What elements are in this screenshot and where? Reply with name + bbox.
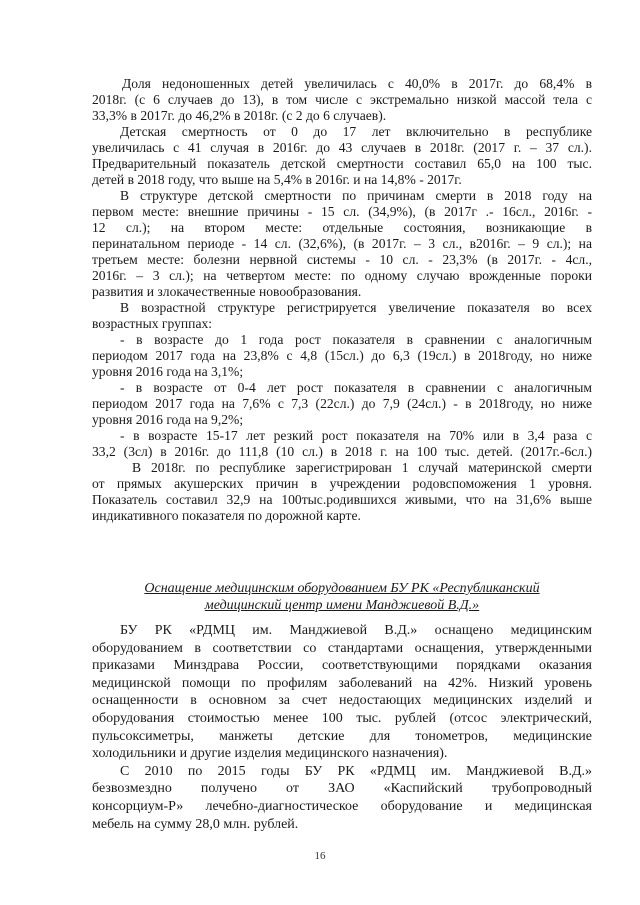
text-line: оборудования стоимостью менее 100 тыс. рублей (отсос электрический, bbox=[92, 711, 592, 726]
text-line: холодильники и другие изделия медицинского назначения). bbox=[92, 746, 448, 761]
text-line: - в возрасте от 0-4 лет рост показателя в сравнении с аналогичным bbox=[120, 380, 592, 395]
text-line: оборудованием в соответствии со стандартами оснащения, утвержденными bbox=[92, 641, 592, 656]
text-line: консорциум-Р» лечебно-диагностическое оборудование и медицинская bbox=[92, 799, 592, 814]
text-line: - в возрасте 15-17 лет резкий рост показателя на 70% или в 3,4 раза с bbox=[120, 428, 592, 443]
text-line: приказами Минздрава России, соответствующими порядками оказания bbox=[92, 658, 592, 673]
text-line: безвозмездно получено от ЗАО «Каспийский трубопроводный bbox=[92, 781, 592, 796]
text-line: уровня 2016 года на 3,1%; bbox=[92, 364, 244, 379]
text-line: перинатальном периоде - 14 сл. (32,6%), (в 2017г. – 3 сл., в2016г. – 9 сл.); на bbox=[92, 236, 592, 251]
page-number: 16 bbox=[314, 850, 326, 862]
text-line: первом месте: внешние причины - 15 сл. (34,9%), (в 2017г .- 16сл., 2016г. - bbox=[92, 204, 592, 219]
heading-line: медицинский центр имени Манджиевой В.Д.» bbox=[204, 598, 480, 613]
text-line: развития и злокачественные новообразования. bbox=[92, 284, 362, 299]
text-line: 2018г. (с 6 случаев до 13), в том числе с экстремально низкой массой тела с bbox=[92, 92, 592, 107]
text-line: БУ РК «РДМЦ им. Манджиевой В.Д.» оснащено медицинским bbox=[120, 623, 592, 638]
text-line: Детская смертность от 0 до 17 лет включительно в республике bbox=[120, 124, 592, 139]
heading-line: Оснащение медицинским оборудованием БУ РК «Республиканский bbox=[144, 581, 540, 596]
text-line: В возрастной структуре регистрируется увеличение показателя во всех bbox=[120, 300, 592, 315]
text-line: Показатель составил 32,9 на 100тыс.родившихся живыми, что на 31,6% выше bbox=[92, 492, 592, 507]
text-line: медицинской помощи по профилям заболеваний на 42%. Низкий уровень bbox=[92, 676, 592, 691]
text-line: 33,2 (3сл) в 2016г. до 111,8 (10 сл.) в 2018 г. на 100 тыс. детей. (2017г.-6сл.) bbox=[92, 444, 592, 459]
text-line: - в возрасте до 1 года рост показателя в сравнении с аналогичным bbox=[120, 332, 592, 347]
text-line: 12 сл.); на втором месте: отдельные состояния, возникающие в bbox=[92, 220, 592, 235]
text-line: периодом 2017 года на 23,8% с 4,8 (15сл.) до 6,3 (19сл.) в 2018году, но ниже bbox=[92, 348, 592, 363]
text-line: С 2010 по 2015 годы БУ РК «РДМЦ им. Манджиевой В.Д.» bbox=[120, 764, 592, 779]
text-line: В 2018г. по республике зарегистрирован 1 случай материнской смерти bbox=[132, 460, 592, 475]
text-line: индикативного показателя по дорожной карте. bbox=[92, 508, 361, 523]
text-line: от прямых акушерских причин в учреждении родовспоможения 1 уровня. bbox=[92, 476, 592, 491]
text-line: мебель на сумму 28,0 млн. рублей. bbox=[92, 817, 299, 832]
text-line: возрастных группах: bbox=[92, 316, 213, 331]
text-line: оснащенности в основном за счет недостающих медицинских изделий и bbox=[92, 693, 592, 708]
text-line: уровня 2016 года на 9,2%; bbox=[92, 412, 244, 427]
text-line: Предварительный показатель детской смертности составил 65,0 на 100 тыс. bbox=[92, 156, 592, 171]
text-line: детей в 2018 году, что выше на 5,4% в 2016г. и на 14,8% - 2017г. bbox=[92, 172, 462, 187]
text-line: Доля недоношенных детей увеличилась с 40,0% в 2017г. до 68,4% в bbox=[122, 76, 592, 91]
text-line: увеличилась с 41 случая в 2016г. до 43 случаев в 2018г. (2017 г. – 37 сл.). bbox=[92, 140, 592, 155]
text-line: пульсоксиметры, манжеты детские для тонометров, медицинские bbox=[92, 729, 592, 744]
text-line: 2016г. – 3 сл.); на четвертом месте: по одному случаю врожденные пороки bbox=[92, 268, 592, 283]
text-line: 33,3% в 2017г. до 46,2% в 2018г. (с 2 до 6 случаев). bbox=[92, 108, 387, 123]
text-line: В структуре детской смертности по причинам смерти в 2018 году на bbox=[120, 188, 592, 203]
text-line: третьем месте: болезни нервной системы - 10 сл. - 23,3% (в 2017г. - 4сл., bbox=[92, 252, 592, 267]
text-line: периодом 2017 года на 7,6% с 7,3 (22сл.) до 7,9 (24сл.) - в 2018году, но ниже bbox=[92, 396, 592, 411]
